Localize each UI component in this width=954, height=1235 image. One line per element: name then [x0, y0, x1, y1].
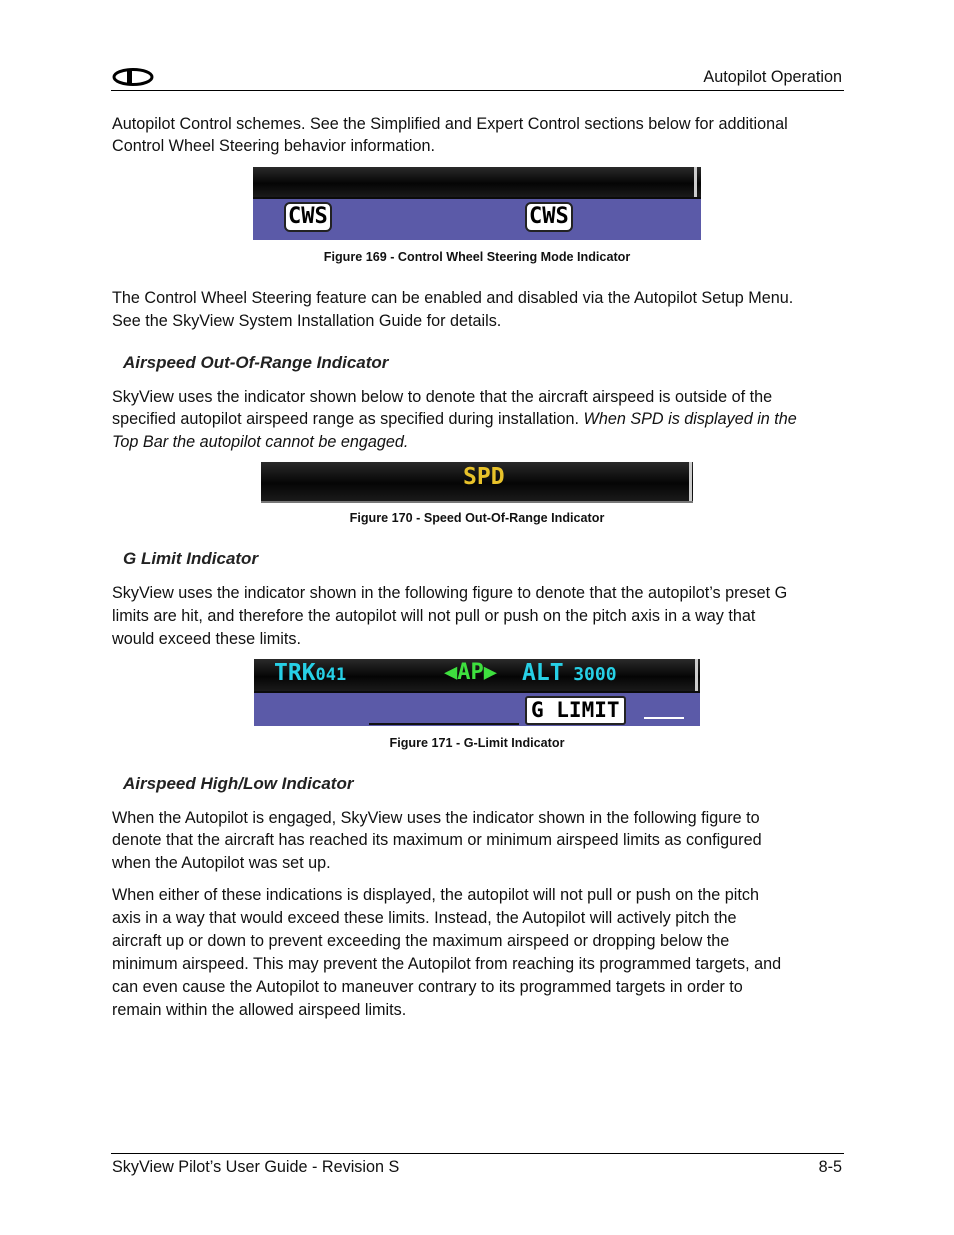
g-limit-heading: G Limit Indicator [123, 549, 259, 568]
ap-status [444, 660, 497, 685]
footer-page-number: 8-5 [818, 1158, 842, 1176]
alt-value: 3000 [573, 664, 617, 685]
cws-paragraph-line-2: See the SkyView System Installation Guide for details. [112, 312, 502, 330]
airspeed-high-low-heading: Airspeed High/Low Indicator [123, 774, 354, 793]
high-low-p2-line-4: minimum airspeed. This may prevent the Autopilot from reaching its programmed targets, and [112, 955, 782, 973]
figure-170-spd-indicator [261, 462, 693, 503]
ap-label: AP [457, 660, 484, 685]
alt-readout [522, 660, 617, 686]
high-low-p2-line-6: remain within the allowed airspeed limits. [112, 1001, 407, 1019]
high-low-p1-line-3: when the Autopilot was set up. [112, 854, 331, 872]
ap-left-arrow-icon: ◀ [444, 660, 458, 685]
airspeed-out-of-range-heading: Airspeed Out-Of-Range Indicator [123, 353, 389, 372]
g-limit-badge: G LIMIT [525, 696, 626, 725]
g-limit-line-1: SkyView uses the indicator shown in the following figure to denote that the autopilot’s preset G [112, 584, 788, 602]
trk-value: 041 [315, 665, 347, 685]
cws-paragraph-line-1: The Control Wheel Steering feature can be enabled and disabled via the Autopilot Setup Menu. [112, 289, 794, 307]
figure-171-caption: Figure 171 - G-Limit Indicator [389, 736, 565, 750]
header-rule [111, 90, 844, 91]
high-low-p2-line-3: aircraft up or down to prevent exceeding the maximum airspeed or dropping below the [112, 932, 730, 950]
airspeed-range-line-2 [112, 408, 797, 431]
airspeed-range-line-3: Top Bar the autopilot cannot be engaged. [112, 433, 409, 451]
high-low-p1-line-1: When the Autopilot is engaged, SkyView uses the indicator shown in the following figure to [112, 809, 760, 827]
airspeed-range-line-2-italic: When SPD is displayed in the [583, 410, 797, 428]
g-limit-line-2: limits are hit, and therefore the autopilot will not pull or push on the pitch axis in a way that [112, 607, 756, 625]
intro-line-2: Control Wheel Steering behavior information. [112, 137, 436, 155]
ap-right-arrow-icon: ▶ [483, 660, 497, 685]
intro-line-1: Autopilot Control schemes. See the Simplified and Expert Control sections below for additional [112, 115, 788, 133]
trk-readout [274, 660, 346, 686]
footer-title: SkyView Pilot’s User Guide - Revision S [112, 1158, 400, 1176]
airspeed-range-line-2-plain: specified autopilot airspeed range as specified during installation. [112, 410, 584, 428]
figure-169-caption: Figure 169 - Control Wheel Steering Mode Indicator [323, 250, 631, 264]
spd-label: SPD [463, 464, 505, 490]
airspeed-range-line-1: SkyView uses the indicator shown below to denote that the aircraft airspeed is outside of the [112, 388, 773, 406]
cws-badge-right: CWS [525, 202, 573, 232]
trk-label: TRK [274, 660, 316, 686]
g-limit-line-3: would exceed these limits. [112, 630, 301, 648]
high-low-p1-line-2: denote that the aircraft has reached its maximum or minimum airspeed limits as configured [112, 831, 762, 849]
figure-169-cws-indicator [253, 167, 701, 240]
figure-171-g-limit-indicator [254, 659, 700, 726]
header-section-title: Autopilot Operation [703, 68, 842, 86]
high-low-p2-line-2: axis in a way that would exceed these limits. Instead, the Autopilot will actively pitch the [112, 909, 737, 927]
alt-label: ALT [522, 660, 564, 686]
cws-badge-left: CWS [284, 202, 332, 232]
high-low-p2-line-5: can even cause the Autopilot to maneuver contrary to its programmed targets in order to [112, 978, 743, 996]
dynon-logo [112, 68, 154, 86]
high-low-p2-line-1: When either of these indications is displayed, the autopilot will not pull or push on the pitch [112, 886, 759, 904]
figure-170-caption: Figure 170 - Speed Out-Of-Range Indicator [349, 511, 605, 525]
footer-rule [111, 1153, 844, 1154]
